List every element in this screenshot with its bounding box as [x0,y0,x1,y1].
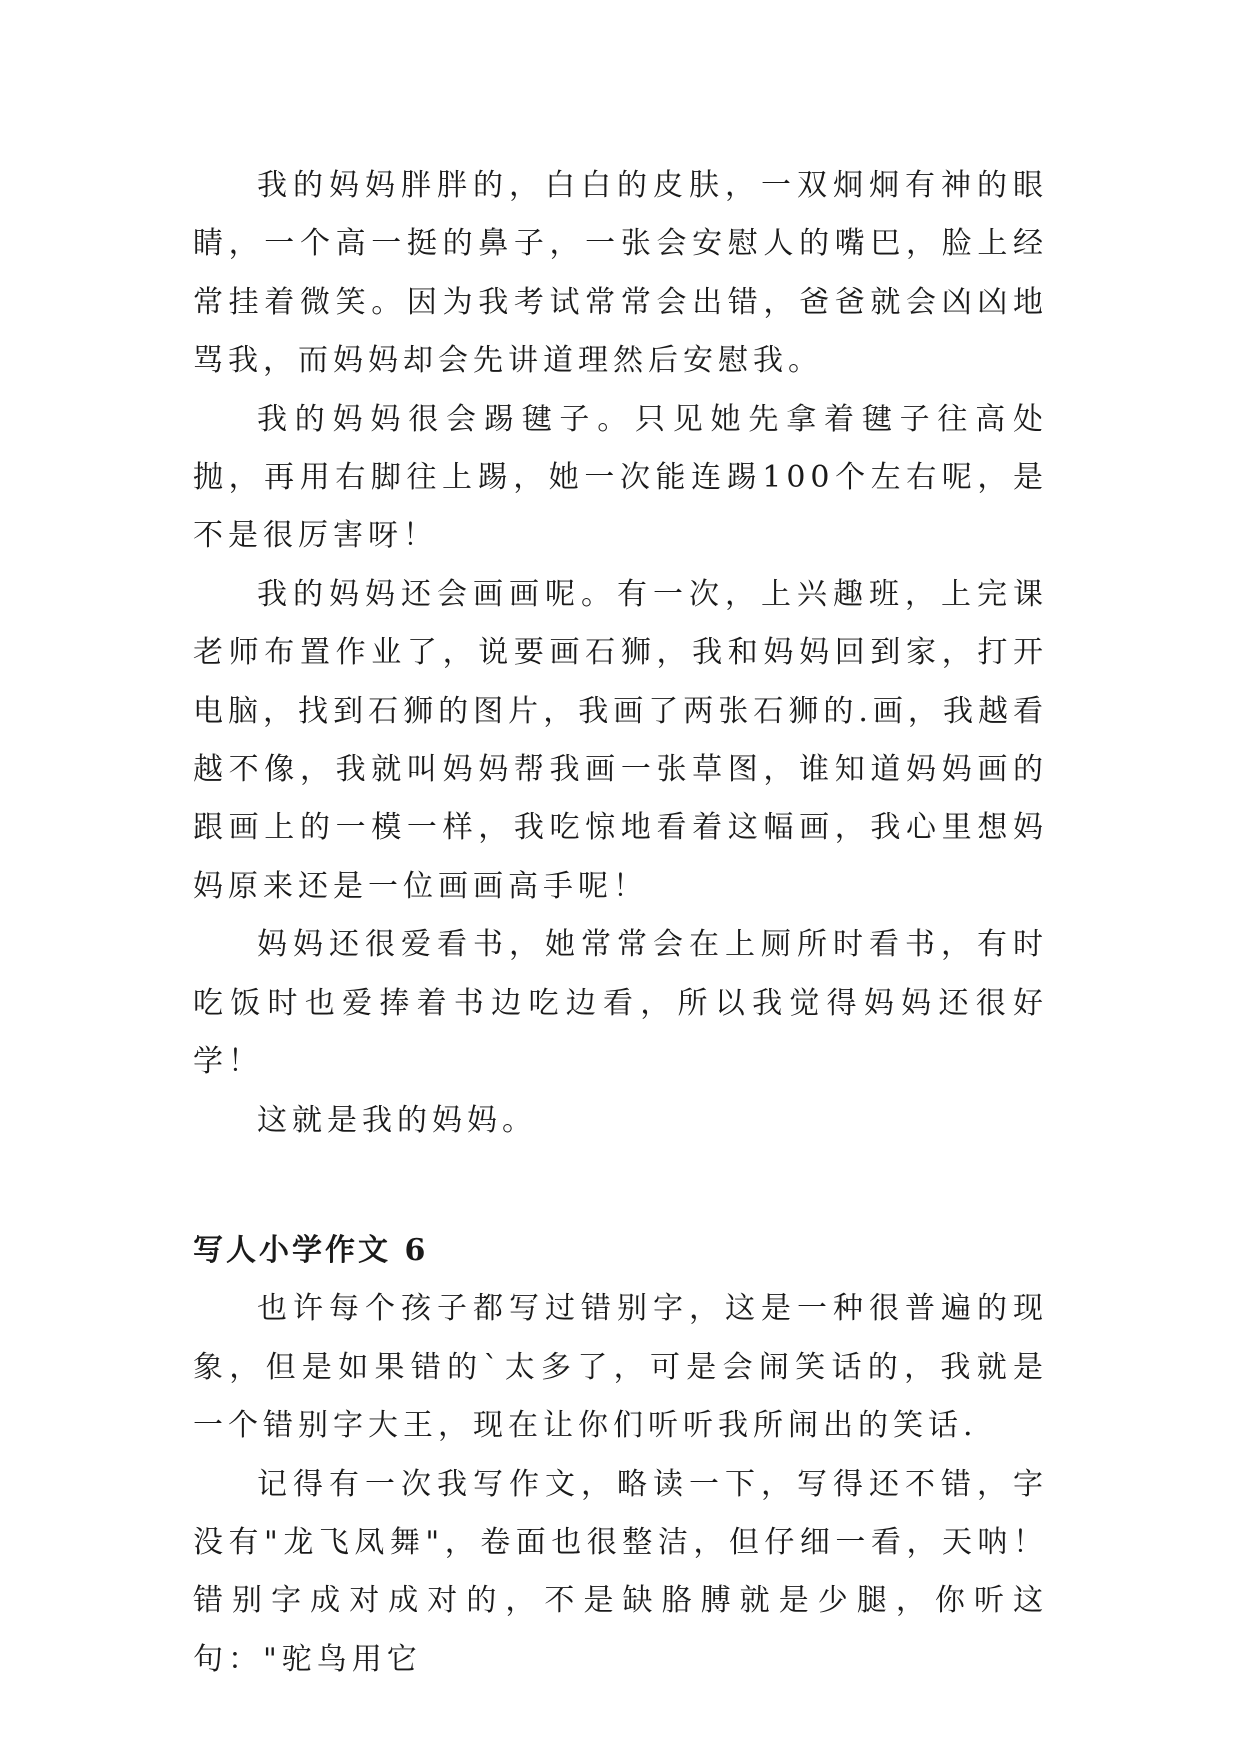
paragraph-mom-appearance: 我的妈妈胖胖的，白白的皮肤，一双炯炯有神的眼睛，一个高一挺的鼻子，一张会安慰人的嘴巴，脸上经常挂着微笑。因为我考试常常会出错，爸爸就会凶凶地骂我，而妈妈却会先讲道理然后安慰我。 [193,168,1048,379]
paragraph-mom-shuttlecock: 我的妈妈很会踢毽子。只见她先拿着毽子往高处抛，再用右脚往上踢，她一次能连踢100个左右呢，是不是很厉害呀！ [193,401,1048,554]
paragraph-typo-intro: 也许每个孩子都写过错别字，这是一种很普遍的现象，但是如果错的`太多了，可是会闹笑话的，我就是一个错别字大王，现在让你们听听我所闹出的笑话. [193,1291,1048,1444]
document-body [193,157,1048,1689]
paragraph-mom-drawing: 我的妈妈还会画画呢。有一次，上兴趣班，上完课老师布置作业了，说要画石狮，我和妈妈回到家，打开电脑，找到石狮的图片，我画了两张石狮的.画，我越看越不像，我就叫妈妈帮我画一张草图，谁知道妈妈画的跟画上的一模一样，我吃惊地看着这幅画，我心里想妈妈原来还是一位画画高手呢！ [193,576,1048,904]
paragraph-typo-story: 记得有一次我写作文，略读一下，写得还不错，字没有"龙飞凤舞"，卷面也很整洁，但仔细一看，天呐！错别字成对成对的，不是缺胳膊就是少腿，你听这句："驼鸟用它 [193,1466,1048,1677]
section-title: 写人小学作文 6 [193,1232,429,1268]
paragraph-mom-reading: 妈妈还很爱看书，她常常会在上厕所时看书，有时吃饭时也爱捧着书边吃边看，所以我觉得妈妈还很好学！ [193,927,1048,1080]
paragraph-conclusion: 这就是我的妈妈。 [257,1102,537,1138]
